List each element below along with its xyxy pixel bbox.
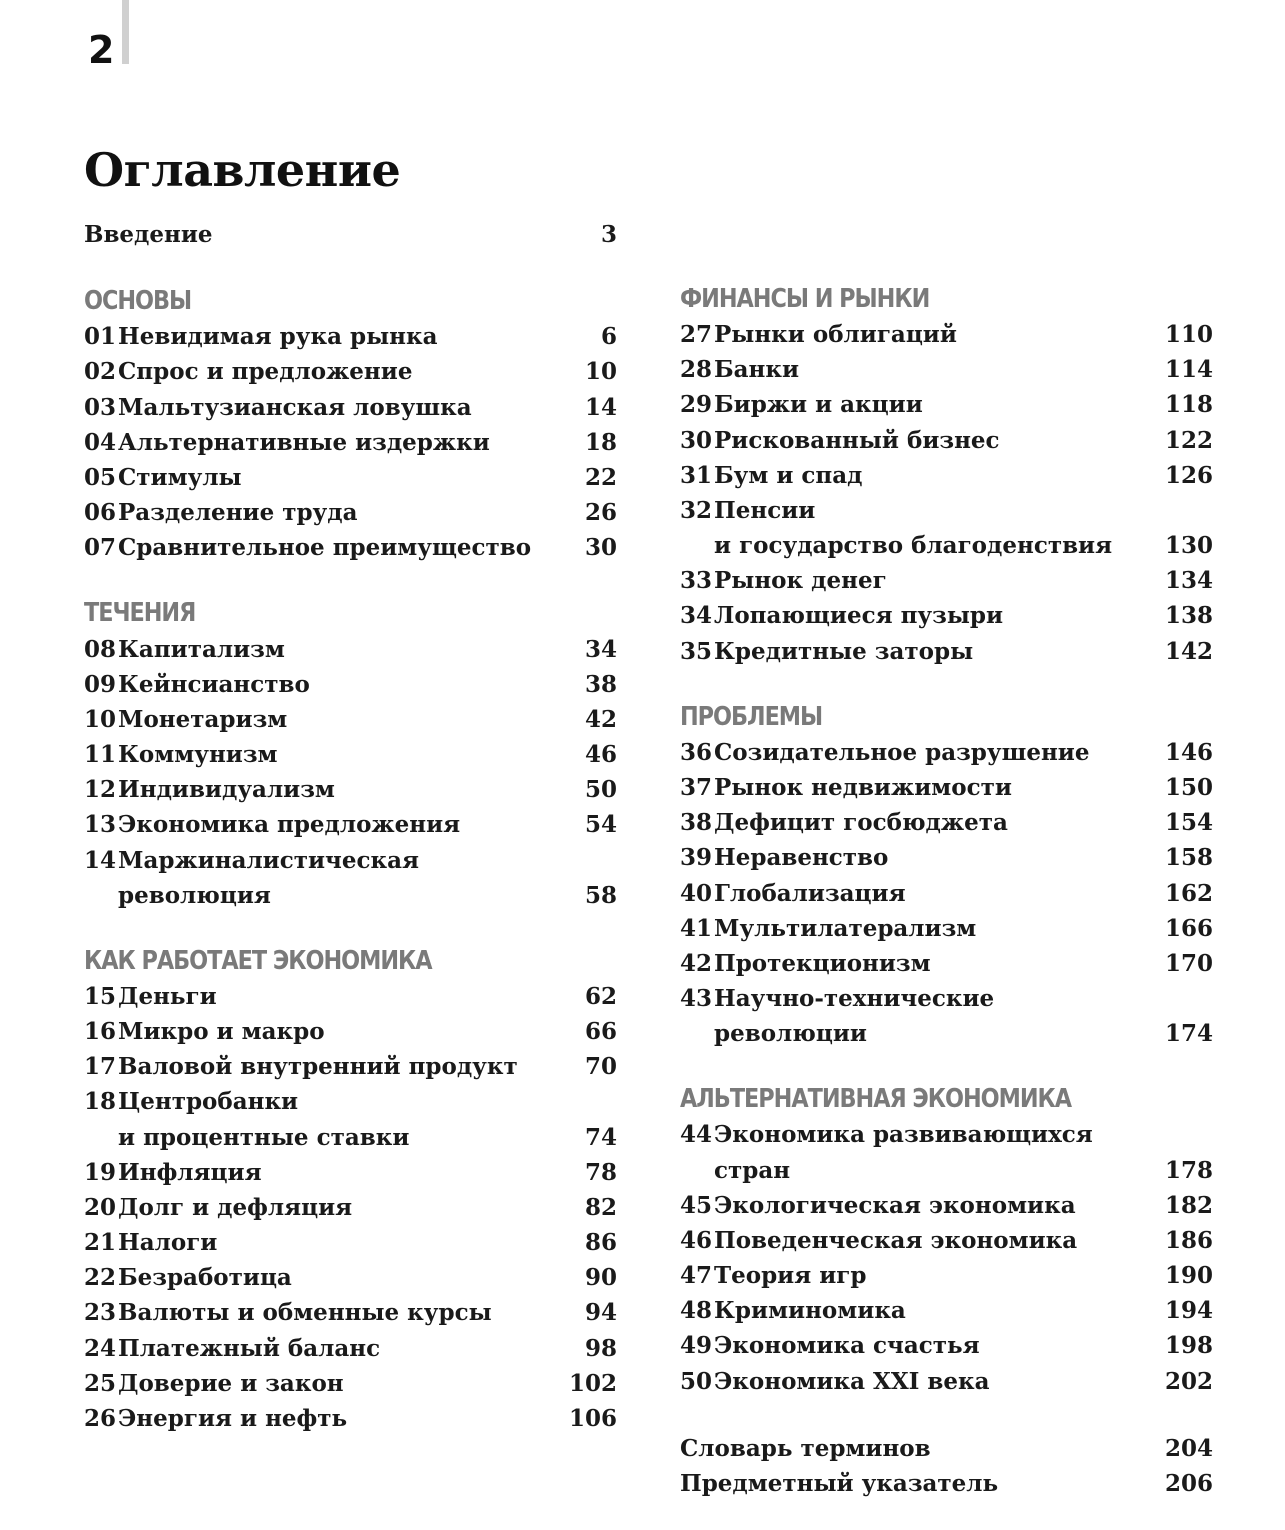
- toc-entry[interactable]: [680, 634, 1213, 669]
- toc-entry[interactable]: [680, 563, 1213, 598]
- chapter-page: 110: [1164, 321, 1213, 349]
- chapter-page: 34: [584, 635, 617, 663]
- chapter-title: Экономика счастья: [714, 1332, 980, 1360]
- chapter-page: 114: [1164, 356, 1213, 384]
- chapter-number: 42: [680, 949, 713, 977]
- chapter-title: Глобализация: [714, 879, 906, 907]
- toc-entry[interactable]: [84, 1225, 617, 1260]
- chapter-title: Мультилатерализм: [714, 914, 977, 942]
- chapter-page: 130: [1164, 532, 1213, 560]
- chapter-number: 44: [680, 1121, 713, 1149]
- chapter-page: 58: [584, 881, 617, 909]
- toc-intro-entry[interactable]: [84, 217, 617, 252]
- toc-entry[interactable]: [84, 1331, 617, 1366]
- chapter-title: Протекционизм: [714, 949, 931, 977]
- chapter-page: 86: [584, 1229, 617, 1257]
- chapter-page: 18: [584, 428, 617, 456]
- chapter-page: 98: [584, 1334, 617, 1362]
- toc-entry[interactable]: [84, 425, 617, 460]
- toc-entry[interactable]: [680, 1364, 1213, 1399]
- chapter-title: Экономика предложения: [118, 811, 461, 839]
- chapter-page: 166: [1164, 914, 1213, 942]
- chapter-number: 28: [680, 356, 713, 384]
- section-heading: КАК РАБОТАЕТ ЭКОНОМИКА: [84, 945, 432, 976]
- toc-entry[interactable]: [680, 317, 1213, 352]
- chapter-number: 05: [84, 463, 117, 491]
- chapter-page: 10: [584, 358, 617, 386]
- toc-entry[interactable]: [680, 1293, 1213, 1328]
- toc-entry[interactable]: [680, 387, 1213, 422]
- chapter-number: 18: [84, 1088, 117, 1116]
- chapter-number: 19: [84, 1158, 117, 1186]
- toc-entry[interactable]: [84, 319, 617, 354]
- chapter-number: 06: [84, 499, 117, 527]
- chapter-page: 182: [1164, 1191, 1213, 1219]
- chapter-title: Кредитные заторы: [714, 637, 974, 665]
- toc-entry-page: 3: [600, 221, 617, 248]
- chapter-number: 41: [680, 914, 713, 942]
- toc-entry[interactable]: [84, 1014, 617, 1049]
- chapter-title: Доверие и закон: [118, 1369, 344, 1397]
- chapter-page: 142: [1164, 637, 1213, 665]
- toc-entry[interactable]: [680, 911, 1213, 946]
- chapter-page: 134: [1164, 567, 1213, 595]
- toc-right-sections: [680, 282, 1213, 1399]
- toc-entry-title: Предметный указатель: [680, 1469, 999, 1497]
- chapter-title: Рынки облигаций: [714, 321, 957, 349]
- chapter-title: Микро и макро: [118, 1018, 325, 1046]
- chapter-page: 6: [600, 323, 617, 351]
- chapter-title: Мальтузианская ловушка: [118, 393, 472, 421]
- chapter-title: Рынок недвижимости: [714, 774, 1012, 802]
- chapter-number: 22: [84, 1264, 117, 1292]
- chapter-number: 01: [84, 323, 117, 351]
- chapter-page: 14: [584, 393, 617, 421]
- toc-entry-title: Введение: [84, 221, 213, 248]
- toc-entry[interactable]: [680, 1188, 1213, 1223]
- chapter-page: 94: [584, 1299, 617, 1327]
- chapter-title: Платежный баланс: [118, 1334, 381, 1362]
- chapter-page: 194: [1164, 1297, 1213, 1325]
- chapter-page: 30: [584, 534, 617, 562]
- chapter-page: 190: [1164, 1262, 1213, 1290]
- chapter-title: Альтернативные издержки: [118, 428, 490, 456]
- toc-left-sections: [84, 284, 617, 1436]
- toc-entry[interactable]: [84, 807, 617, 842]
- chapter-number: 26: [84, 1404, 117, 1432]
- toc-entry[interactable]: [680, 423, 1213, 458]
- chapter-number: 39: [680, 844, 713, 872]
- chapter-title: Пенсии и государство благоденствия: [714, 496, 1113, 560]
- section-heading: ФИНАНСЫ И РЫНКИ: [680, 284, 930, 314]
- chapter-number: 17: [84, 1053, 117, 1081]
- chapter-page: 38: [584, 670, 617, 698]
- toc-entry-page: 204: [1164, 1434, 1213, 1462]
- toc-entry[interactable]: [84, 1049, 617, 1084]
- chapter-title: Капитализм: [118, 635, 285, 663]
- toc-entry[interactable]: [84, 390, 617, 425]
- chapter-page: 66: [584, 1018, 617, 1046]
- chapter-title: Сравнительное преимущество: [118, 534, 532, 562]
- chapter-number: 21: [84, 1229, 117, 1257]
- chapter-title: Лопающиеся пузыри: [714, 602, 1004, 630]
- toc-entry[interactable]: [84, 1084, 617, 1154]
- toc-end-matter: [680, 1431, 1213, 1501]
- toc-entry[interactable]: [680, 981, 1213, 1051]
- chapter-page: 82: [584, 1193, 617, 1221]
- toc-entry-page: 206: [1164, 1469, 1213, 1497]
- toc-entry[interactable]: [680, 876, 1213, 911]
- chapter-title: Теория игр: [714, 1262, 867, 1290]
- chapter-title: Валовой внутренний продукт: [118, 1053, 518, 1081]
- page-title: Оглавление: [84, 143, 401, 197]
- toc-entry[interactable]: [680, 598, 1213, 633]
- chapter-number: 38: [680, 809, 713, 837]
- chapter-number: 32: [680, 496, 713, 524]
- chapter-title: Маржиналистическая революция: [118, 846, 420, 909]
- chapter-title: Долг и дефляция: [118, 1193, 353, 1221]
- toc-entry[interactable]: [84, 737, 617, 772]
- toc-entry[interactable]: [84, 843, 617, 913]
- chapter-page: 42: [584, 705, 617, 733]
- chapter-title: Безработица: [118, 1264, 292, 1292]
- toc-entry[interactable]: [680, 1328, 1213, 1363]
- toc-entry[interactable]: [84, 530, 617, 565]
- decorative-vertical-bar: [122, 0, 129, 64]
- toc-left-column: [84, 217, 617, 1436]
- chapter-number: 30: [680, 426, 713, 454]
- chapter-title: Рискованный бизнес: [714, 426, 1000, 454]
- chapter-number: 37: [680, 774, 713, 802]
- chapter-number: 35: [680, 637, 713, 665]
- chapter-number: 33: [680, 567, 713, 595]
- toc-entry[interactable]: [680, 805, 1213, 840]
- chapter-title: Поведенческая экономика: [714, 1226, 1078, 1254]
- chapter-page: 22: [584, 463, 617, 491]
- chapter-number: 31: [680, 461, 713, 489]
- section-heading: ТЕЧЕНИЯ: [84, 598, 196, 629]
- chapter-page: 102: [568, 1369, 617, 1397]
- chapter-page: 126: [1164, 461, 1213, 489]
- toc-entry[interactable]: [84, 1190, 617, 1225]
- chapter-title: Коммунизм: [118, 741, 278, 769]
- toc-entry[interactable]: [84, 460, 617, 495]
- chapter-number: 47: [680, 1262, 713, 1290]
- chapter-number: 48: [680, 1297, 713, 1325]
- chapter-page: 70: [584, 1053, 617, 1081]
- chapter-title: Рынок денег: [714, 567, 887, 595]
- toc-entry[interactable]: [680, 735, 1213, 770]
- chapter-number: 11: [84, 741, 117, 769]
- chapter-page: 146: [1164, 738, 1213, 766]
- chapter-page: 62: [584, 982, 617, 1010]
- chapter-number: 12: [84, 776, 117, 804]
- chapter-number: 25: [84, 1369, 117, 1397]
- chapter-page: 74: [584, 1123, 617, 1151]
- chapter-title: Стимулы: [118, 463, 242, 491]
- chapter-number: 04: [84, 428, 117, 456]
- toc-entry[interactable]: [84, 667, 617, 702]
- chapter-title: Валюты и обменные курсы: [118, 1299, 492, 1327]
- chapter-title: Научно-технические революции: [714, 984, 995, 1048]
- chapter-title: Спрос и предложение: [118, 358, 413, 386]
- toc-entry[interactable]: [680, 458, 1213, 493]
- toc-entry[interactable]: [84, 354, 617, 389]
- chapter-title: Бум и спад: [714, 461, 863, 489]
- toc-entry[interactable]: [680, 1223, 1213, 1258]
- chapter-number: 46: [680, 1226, 713, 1254]
- toc-entry[interactable]: [680, 770, 1213, 805]
- chapter-page: 178: [1164, 1156, 1213, 1184]
- chapter-title: Разделение труда: [118, 499, 358, 527]
- chapter-page: 162: [1164, 879, 1213, 907]
- chapter-number: 09: [84, 670, 117, 698]
- chapter-number: 50: [680, 1367, 713, 1395]
- chapter-number: 16: [84, 1018, 117, 1046]
- chapter-number: 14: [84, 846, 117, 874]
- chapter-number: 02: [84, 358, 117, 386]
- chapter-title: Дефицит госбюджета: [714, 809, 1008, 837]
- toc-entry[interactable]: [84, 1401, 617, 1436]
- toc-entry[interactable]: [84, 632, 617, 667]
- chapter-number: 36: [680, 738, 713, 766]
- chapter-number: 20: [84, 1193, 117, 1221]
- chapter-number: 03: [84, 393, 117, 421]
- section-heading: ОСНОВЫ: [84, 286, 192, 317]
- chapter-title: Налоги: [118, 1229, 218, 1257]
- chapter-title: Банки: [714, 356, 800, 384]
- chapter-title: Криминомика: [714, 1297, 906, 1325]
- chapter-title: Деньги: [118, 982, 217, 1010]
- chapter-page: 154: [1164, 809, 1213, 837]
- chapter-number: 07: [84, 534, 117, 562]
- chapter-title: Энергия и нефть: [118, 1404, 348, 1432]
- toc-entry[interactable]: [84, 1155, 617, 1190]
- chapter-number: 23: [84, 1299, 117, 1327]
- toc-right-column: [680, 282, 1213, 1501]
- chapter-page: 78: [584, 1158, 617, 1186]
- chapter-page: 186: [1164, 1226, 1213, 1254]
- section-heading: ПРОБЛЕМЫ: [680, 701, 823, 732]
- chapter-page: 170: [1164, 949, 1213, 977]
- chapter-title: Экономика XXI века: [714, 1367, 990, 1395]
- page-number: 2: [88, 28, 115, 72]
- chapter-page: 26: [584, 499, 617, 527]
- chapter-page: 106: [568, 1404, 617, 1432]
- chapter-number: 43: [680, 984, 713, 1012]
- chapter-page: 46: [584, 741, 617, 769]
- toc-entry[interactable]: [84, 1260, 617, 1295]
- toc-end-entry[interactable]: [680, 1431, 1213, 1466]
- toc-entry[interactable]: [680, 352, 1213, 387]
- toc-entry[interactable]: [84, 1295, 617, 1330]
- section-heading: АЛЬТЕРНАТИВНАЯ ЭКОНОМИКА: [680, 1084, 1072, 1115]
- chapter-title: Экономика развивающихся стран: [714, 1121, 1093, 1184]
- chapter-number: 27: [680, 321, 713, 349]
- chapter-page: 150: [1164, 774, 1213, 802]
- chapter-title: Кейнсианство: [118, 670, 310, 698]
- toc-entry[interactable]: [680, 1117, 1213, 1187]
- chapter-page: 174: [1164, 1020, 1213, 1048]
- chapter-page: 122: [1164, 426, 1213, 454]
- chapter-page: 198: [1164, 1332, 1213, 1360]
- chapter-title: Индивидуализм: [118, 776, 335, 804]
- toc-end-entry[interactable]: [680, 1466, 1213, 1501]
- toc-entry[interactable]: [680, 493, 1213, 563]
- chapter-title: Монетаризм: [118, 705, 288, 733]
- chapter-page: 54: [584, 811, 617, 839]
- chapter-title: Невидимая рука рынка: [118, 323, 438, 351]
- toc-entry[interactable]: [680, 946, 1213, 981]
- chapter-number: 08: [84, 635, 117, 663]
- toc-entry[interactable]: [680, 840, 1213, 875]
- chapter-number: 15: [84, 982, 117, 1010]
- toc-entry[interactable]: [84, 1366, 617, 1401]
- chapter-number: 29: [680, 391, 713, 419]
- toc-entry[interactable]: [84, 495, 617, 530]
- chapter-page: 50: [584, 776, 617, 804]
- chapter-number: 49: [680, 1332, 713, 1360]
- chapter-page: 138: [1164, 602, 1213, 630]
- toc-entry[interactable]: [84, 702, 617, 737]
- chapter-number: 24: [84, 1334, 117, 1362]
- chapter-page: 158: [1164, 844, 1213, 872]
- chapter-page: 90: [584, 1264, 617, 1292]
- toc-entry[interactable]: [84, 979, 617, 1014]
- chapter-title: Экологическая экономика: [714, 1191, 1076, 1219]
- toc-entry[interactable]: [680, 1258, 1213, 1293]
- chapter-title: Созидательное разрушение: [714, 738, 1090, 766]
- chapter-title: Неравенство: [714, 844, 889, 872]
- chapter-number: 40: [680, 879, 713, 907]
- toc-entry[interactable]: [84, 772, 617, 807]
- toc-entry-title: Словарь терминов: [680, 1434, 931, 1462]
- chapter-number: 45: [680, 1191, 713, 1219]
- chapter-number: 13: [84, 811, 117, 839]
- chapter-title: Инфляция: [118, 1158, 262, 1186]
- chapter-number: 34: [680, 602, 713, 630]
- chapter-number: 10: [84, 705, 117, 733]
- chapter-title: Центробанки и процентные ставки: [118, 1088, 410, 1151]
- chapter-title: Биржи и акции: [714, 391, 923, 419]
- chapter-page: 118: [1164, 391, 1213, 419]
- chapter-page: 202: [1164, 1367, 1213, 1395]
